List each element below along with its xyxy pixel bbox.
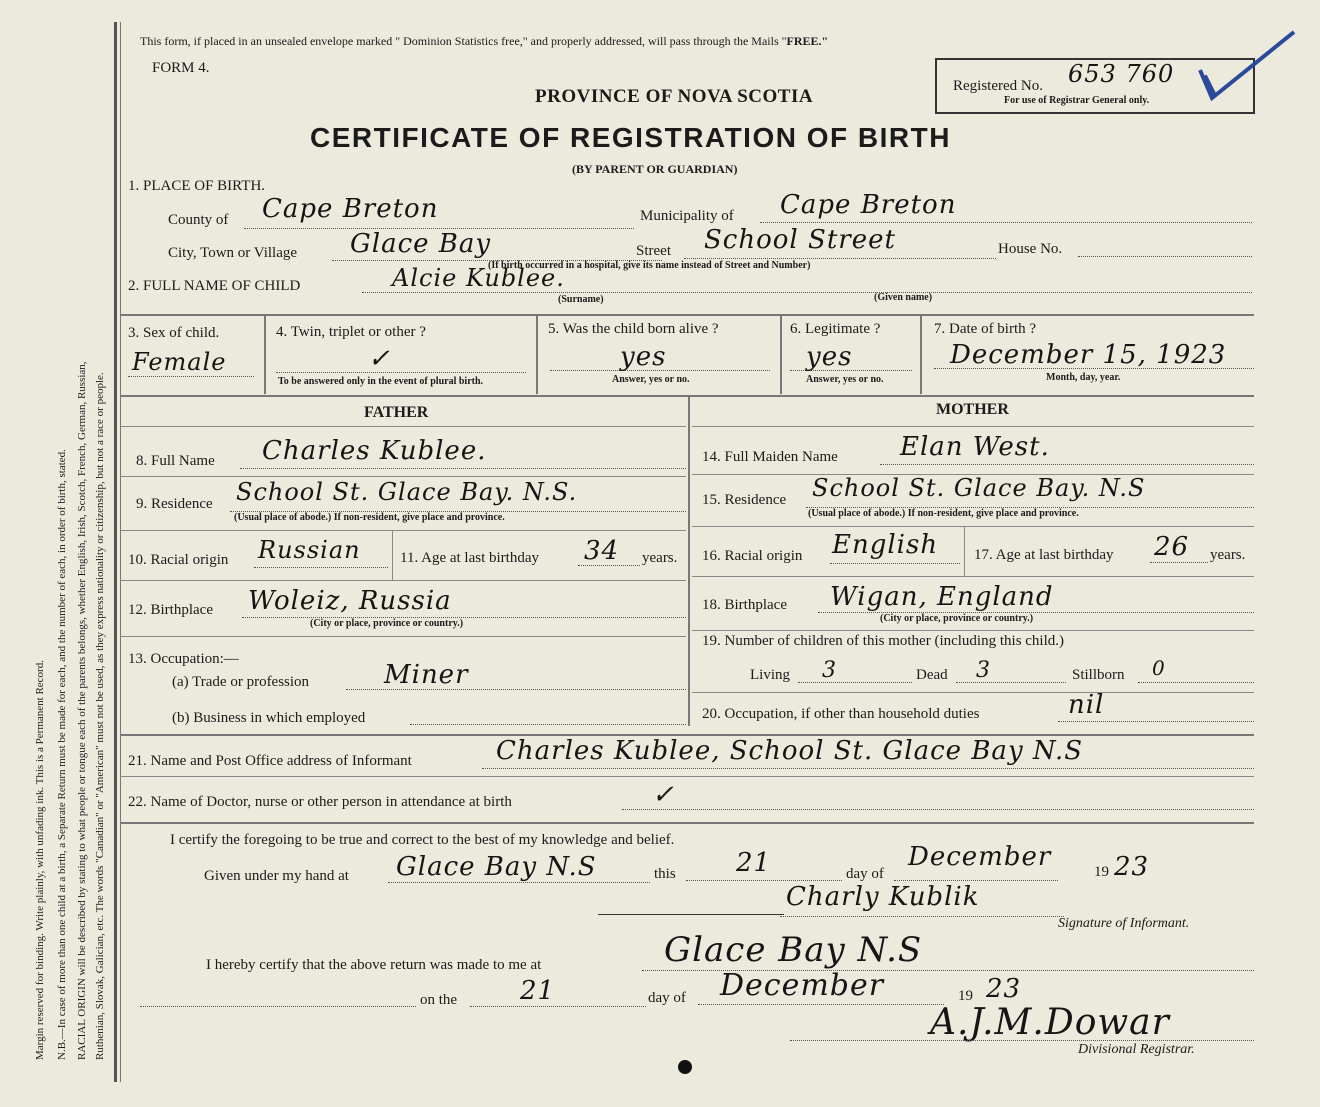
margin-rule: [114, 22, 117, 1082]
born-alive-label: 5. Was the child born alive ?: [548, 321, 719, 337]
certificate-title: CERTIFICATE OF REGISTRATION OF BIRTH: [310, 122, 951, 153]
return-place-value: Glace Bay N.S: [664, 930, 923, 970]
sex-value: Female: [132, 348, 227, 376]
father-residence-value: School St. Glace Bay. N.S.: [236, 478, 578, 506]
born-alive-value: yes: [620, 342, 667, 372]
margin-note-racial-origin-cont: Ruthenian, Slovak, Galician, etc. The words "Canadian" or "American" must not be used, as they express nationality or citizenship, but not a race or people.: [94, 372, 106, 1060]
given-month-line: [894, 880, 1058, 881]
twin-note: To be answered only in the event of plural birth.: [278, 376, 484, 387]
given-day-line: [686, 880, 842, 881]
date-of-birth-note: Month, day, year.: [1046, 372, 1121, 383]
informant-signature-line: [780, 916, 1064, 917]
stillborn-line: [1138, 682, 1254, 683]
father-birthplace-label: 12. Birthplace: [128, 602, 213, 618]
hereby-certify-label: I hereby certify that the above return was made to me at: [206, 957, 542, 973]
municipality-label: Municipality of: [640, 208, 734, 224]
twin-label: 4. Twin, triplet or other ?: [276, 324, 426, 340]
doctor-value: ✓: [652, 780, 675, 810]
given-place-line: [388, 882, 650, 883]
mother-occupation-line: [1058, 721, 1254, 722]
given-day-of-label: day of: [846, 866, 884, 882]
father-name-line: [240, 468, 686, 469]
business-label: (b) Business in which employed: [172, 710, 366, 726]
children-label: 19. Number of children of this mother (including this child.): [702, 633, 1065, 649]
registrar-use-note: For use of Registrar General only.: [1004, 95, 1150, 106]
father-name-value: Charles Kublee.: [262, 436, 487, 466]
rule: [920, 316, 922, 394]
margin-rule-inner: [120, 22, 121, 1082]
given-year-prefix: 19: [1094, 864, 1109, 880]
mother-residence-note: (Usual place of abode.) If non-resident, give place and province.: [808, 508, 1079, 519]
father-birthplace-line: [242, 617, 686, 618]
mother-age-label: 17. Age at last birthday: [974, 547, 1114, 563]
date-of-birth-value: December 15, 1923: [950, 340, 1227, 370]
rule: [120, 476, 686, 477]
mother-age-line: [1150, 562, 1208, 563]
rule: [964, 526, 965, 576]
mother-age-value: 26: [1154, 532, 1190, 562]
mother-maiden-name-label: 14. Full Maiden Name: [702, 449, 838, 465]
mother-age-years: years.: [1210, 547, 1246, 563]
living-label: Living: [750, 667, 790, 683]
form-number: FORM 4.: [152, 60, 210, 76]
mother-occupation-value: nil: [1068, 690, 1105, 720]
given-year-value: 23: [1114, 852, 1150, 882]
check-mark-icon: [1190, 26, 1300, 106]
mother-residence-value: School St. Glace Bay. N.S: [812, 474, 1146, 502]
rule: [120, 636, 686, 637]
father-age-years: years.: [642, 550, 678, 566]
rule: [780, 316, 782, 394]
mail-notice-text: This form, if placed in an unsealed envelope marked " Dominion Statistics free," and properly addressed, will pass through the Mails ": [140, 34, 787, 48]
rule: [120, 822, 1254, 824]
rule: [120, 580, 686, 581]
dead-label: Dead: [916, 667, 948, 683]
return-day-of-label: day of: [648, 990, 686, 1006]
punch-hole: [678, 1060, 692, 1074]
father-residence-label: 9. Residence: [136, 496, 213, 512]
mail-notice-free: FREE.": [786, 34, 829, 48]
father-racial-origin-label: 10. Racial origin: [128, 552, 229, 568]
margin-note-multiple-births: N.B.—In case of more than one child at a birth, a Separate Return must be made for each, and the number of each, in order of birth, stated.: [56, 449, 68, 1060]
street-line: [684, 258, 996, 259]
registrar-signature-line: [790, 1040, 1254, 1041]
given-day-value: 21: [736, 848, 772, 878]
province-title: PROVINCE OF NOVA SCOTIA: [535, 86, 814, 107]
informant-line: [482, 768, 1254, 769]
surname-note: (Surname): [558, 294, 604, 305]
given-under-label: Given under my hand at: [204, 868, 349, 884]
legitimate-label: 6. Legitimate ?: [790, 321, 881, 337]
rule: [120, 776, 1254, 777]
mail-notice: [140, 34, 828, 49]
twin-value: ✓: [368, 344, 391, 374]
full-name-label: 2. FULL NAME OF CHILD: [128, 278, 301, 294]
rule: [692, 692, 1254, 693]
mother-racial-origin-line: [830, 563, 960, 564]
margin-note-binding: Margin reserved for binding. Write plainly, with unfading ink. This is a Permanent Record.: [34, 660, 46, 1060]
mother-racial-origin-label: 16. Racial origin: [702, 548, 803, 564]
legitimate-note: Answer, yes or no.: [806, 374, 884, 385]
registered-label: Registered No.: [953, 78, 1043, 94]
given-name-note: (Given name): [874, 292, 933, 303]
informant-value: Charles Kublee, School St. Glace Bay N.S: [496, 736, 1084, 766]
registered-number: 653 760: [1068, 60, 1175, 88]
mother-maiden-name-line: [880, 464, 1254, 465]
mother-maiden-name-value: Elan West.: [900, 432, 1050, 462]
certificate-subtitle: (BY PARENT OR GUARDIAN): [572, 162, 738, 176]
rule: [692, 426, 1254, 427]
sex-line: [128, 376, 254, 377]
given-month-value: December: [908, 842, 1052, 872]
full-name-line: [362, 292, 1252, 293]
certify-statement: I certify the foregoing to be true and correct to the best of my knowledge and belief.: [170, 832, 675, 848]
municipality-line: [760, 222, 1252, 223]
county-label: County of: [168, 212, 229, 228]
dead-line: [956, 682, 1066, 683]
mother-occupation-label: 20. Occupation, if other than household duties: [702, 706, 980, 722]
county-value: Cape Breton: [262, 194, 439, 224]
stillborn-label: Stillborn: [1072, 667, 1125, 683]
given-this-label: this: [654, 866, 676, 882]
rule: [120, 426, 686, 427]
business-line: [410, 724, 686, 725]
rule: [688, 396, 690, 726]
hospital-note: (If birth occurred in a hospital, give its name instead of Street and Number): [488, 260, 811, 271]
father-age-label: 11. Age at last birthday: [400, 550, 539, 566]
rule: [692, 630, 1254, 631]
return-day-line: [470, 1006, 646, 1007]
rule: [120, 530, 686, 531]
doctor-line: [622, 809, 1254, 810]
on-the-label: on the: [420, 992, 458, 1008]
father-racial-origin-value: Russian: [258, 536, 361, 564]
registrar-signature: A.J.M.Dowar: [930, 1002, 1170, 1043]
rule: [536, 316, 538, 394]
signature-of-informant-label: Signature of Informant.: [1058, 916, 1190, 931]
divisional-registrar-label: Divisional Registrar.: [1078, 1042, 1195, 1057]
city-label: City, Town or Village: [168, 245, 298, 261]
street-label: Street: [636, 243, 671, 259]
informant-signature: Charly Kublik: [786, 882, 980, 912]
stillborn-value: 0: [1152, 656, 1166, 680]
house-number-line: [1078, 256, 1252, 257]
doctor-label: 22. Name of Doctor, nurse or other person in attendance at birth: [128, 794, 512, 810]
rule: [692, 526, 1254, 527]
city-value: Glace Bay: [350, 229, 492, 259]
mother-birthplace-label: 18. Birthplace: [702, 597, 787, 613]
return-day-value: 21: [520, 976, 556, 1006]
rule: [692, 576, 1254, 577]
living-line: [798, 682, 912, 683]
mother-birthplace-note: (City or place, province or country.): [880, 613, 1034, 624]
street-value: School Street: [704, 225, 896, 255]
father-racial-origin-line: [254, 567, 388, 568]
return-year-value: 23: [986, 974, 1022, 1004]
return-blank-line: [140, 1006, 416, 1007]
mother-birthplace-value: Wigan, England: [830, 582, 1054, 612]
occupation-label: 13. Occupation:—: [128, 651, 239, 667]
rule: [264, 316, 266, 394]
place-of-birth-label: 1. PLACE OF BIRTH.: [128, 178, 266, 194]
father-age-value: 34: [584, 536, 620, 566]
sex-label: 3. Sex of child.: [128, 325, 220, 341]
date-of-birth-label: 7. Date of birth ?: [934, 321, 1037, 337]
father-heading: FATHER: [364, 404, 429, 421]
father-name-label: 8. Full Name: [136, 453, 215, 469]
child-name-value: Alcie Kublee.: [392, 264, 565, 292]
rule: [392, 530, 393, 580]
father-residence-note: (Usual place of abode.) If non-resident, give place and province.: [234, 512, 505, 523]
given-place-value: Glace Bay N.S: [396, 852, 597, 882]
trade-value: Miner: [384, 660, 469, 690]
rule: [120, 314, 1254, 316]
legitimate-value: yes: [806, 342, 853, 372]
father-birthplace-note: (City or place, province or country.): [310, 618, 464, 629]
mother-heading: MOTHER: [936, 401, 1009, 418]
born-alive-note: Answer, yes or no.: [612, 374, 690, 385]
twin-line: [276, 372, 526, 373]
trade-label: (a) Trade or profession: [172, 674, 310, 690]
return-month-value: December: [720, 968, 885, 1003]
father-birthplace-value: Woleiz, Russia: [248, 586, 452, 616]
mother-racial-origin-value: English: [832, 530, 939, 560]
municipality-value: Cape Breton: [780, 190, 957, 220]
mother-residence-label: 15. Residence: [702, 492, 787, 508]
signature-line: [598, 914, 784, 915]
rule: [120, 395, 1254, 397]
living-value: 3: [822, 658, 837, 683]
return-month-line: [698, 1004, 944, 1005]
informant-label: 21. Name and Post Office address of Informant: [128, 753, 412, 769]
house-number-label: House No.: [998, 241, 1063, 257]
dead-value: 3: [976, 658, 991, 683]
margin-note-racial-origin: RACIAL ORIGIN will be described by stating to what people or tongue each of the parents belongs, whether English, Irish, Scotch, French, German, Russian,: [76, 361, 88, 1060]
return-year-prefix: 19: [958, 988, 973, 1004]
